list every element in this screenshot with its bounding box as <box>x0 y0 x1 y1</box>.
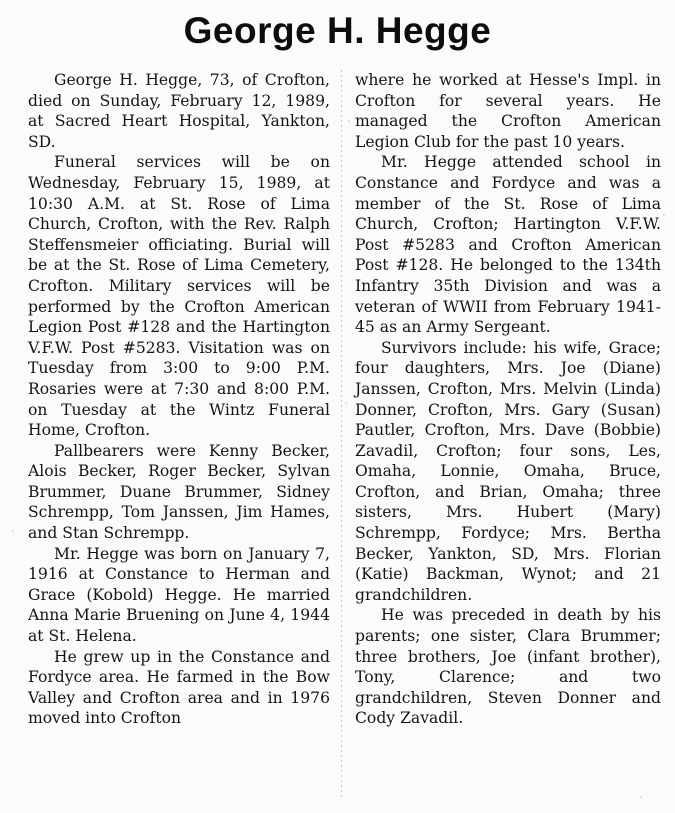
print-speck <box>640 796 642 798</box>
print-speck <box>12 530 14 532</box>
obituary-title: George H. Hegge <box>183 10 492 51</box>
paragraph-memberships: Mr. Hegge attended school in Constance and Fordyce and was a member of the St. Rose of Lima Church, Crofton; Hartington V.F.W. Post #5283 and Crofton American Post #128. He belonged to the 134th Infantry 35th Division and was a veteran of WWII from February 1941-45 as an Army Sergeant. <box>355 153 661 337</box>
paragraph-pallbearers: Pallbearers were Kenny Becker, Alois Becker, Roger Becker, Sylvan Brummer, Duane Brummer, Sidney Schrempp, Tom Janssen, Jim Hames, and Stan Schrempp. <box>28 441 330 543</box>
paragraph-death-notice: George H. Hegge, 73, of Crofton, died on Sunday, February 12, 1989, at Sacred Heart Hospital, Yankton, SD. <box>28 71 330 151</box>
paragraph-survivors: Survivors include: his wife, Grace; four daughters, Mrs. Joe (Diane) Janssen, Crofton, Mrs. Melvin (Linda) Donner, Crofton, Mrs. Gary (Susan) Pautler, Crofton, Mrs. Dave (Bobbie) Zavadil, Crofton; four sons, Les, Omaha, Lonnie, Omaha, Bruce, Crofton, and Brian, Omaha; three sisters, Mrs. Hubert (Mary) Schrempp, Fordyce; Mrs. Bertha Becker, Yankton, SD, Mrs. Florian (Katie) Backman, Wynot; and 21 grandchildren. <box>355 338 661 604</box>
paragraph-early-life: He grew up in the Constance and Fordyce area. He farmed in the Bow Valley and Crofton area and in 1976 moved into Crofton <box>28 647 330 728</box>
left-column <box>28 70 330 729</box>
right-column <box>355 70 661 729</box>
print-speck <box>348 120 350 122</box>
paragraph-preceded-in-death: He was preceded in death by his parents; one sister, Clara Brummer; three brothers, Joe (infant brother), Tony, Clarence; and two grandchildren, Steven Donner and Cody Zavadil. <box>355 606 661 728</box>
print-speck <box>345 402 347 404</box>
paragraph-career-continued: where he worked at Hesse's Impl. in Crofton for several years. He managed the Crofton American Legion Club for the past 10 years. <box>355 71 661 151</box>
paragraph-funeral-services: Funeral services will be on Wednesday, February 15, 1989, at 10:30 A.M. at St. Rose of Lima Church, Crofton, with the Rev. Ralph Steffensmeier officiating. Burial will be at the St. Rose of Lima Cemetery, Crofton. Military services will be performed by the Crofton American Legion Post #128 and the Hartington V.F.W. Post #5283. Visitation was on Tuesday from 3:00 to 9:00 P.M. Rosaries were at 7:30 and 8:00 P.M. on Tuesday at the Wintz Funeral Home, Crofton. <box>28 153 330 440</box>
print-speck <box>663 214 665 216</box>
column-divider <box>341 70 342 800</box>
paragraph-birth-marriage: Mr. Hegge was born on January 7, 1916 at Constance to Herman and Grace (Kobold) Hegge. He married Anna Marie Bruening on June 4, 1944 at St. Helena. <box>28 544 330 646</box>
